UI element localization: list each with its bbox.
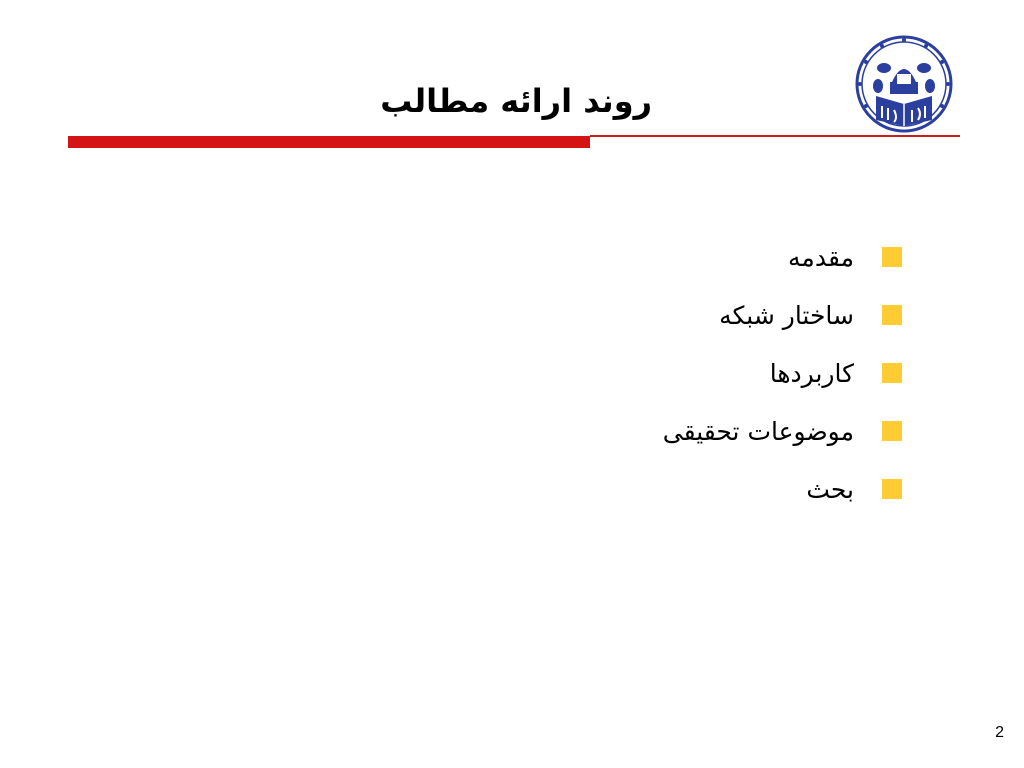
bullet-text: مقدمه bbox=[788, 242, 854, 272]
bullet-square-icon bbox=[882, 305, 902, 325]
bullet-square-icon bbox=[882, 421, 902, 441]
bullet-item bbox=[663, 402, 902, 460]
slide-title: روند ارائه مطالب bbox=[380, 82, 652, 120]
page-number: 2 bbox=[995, 724, 1004, 741]
bullet-text: بحث bbox=[806, 474, 854, 504]
bullet-list bbox=[663, 228, 902, 518]
bullet-item bbox=[663, 228, 902, 286]
bullet-text: کاربردها bbox=[769, 358, 854, 388]
bullet-square-icon bbox=[882, 363, 902, 383]
bullet-item bbox=[663, 460, 902, 518]
bullet-text: ساختار شبکه bbox=[719, 300, 854, 330]
title-divider-thick bbox=[68, 136, 590, 148]
title-divider-thin bbox=[590, 135, 960, 137]
bullet-square-icon bbox=[882, 247, 902, 267]
bullet-item bbox=[663, 286, 902, 344]
bullet-square-icon bbox=[882, 479, 902, 499]
university-logo-icon bbox=[850, 34, 958, 134]
bullet-item bbox=[663, 344, 902, 402]
bullet-text: موضوعات تحقیقی bbox=[662, 416, 854, 446]
